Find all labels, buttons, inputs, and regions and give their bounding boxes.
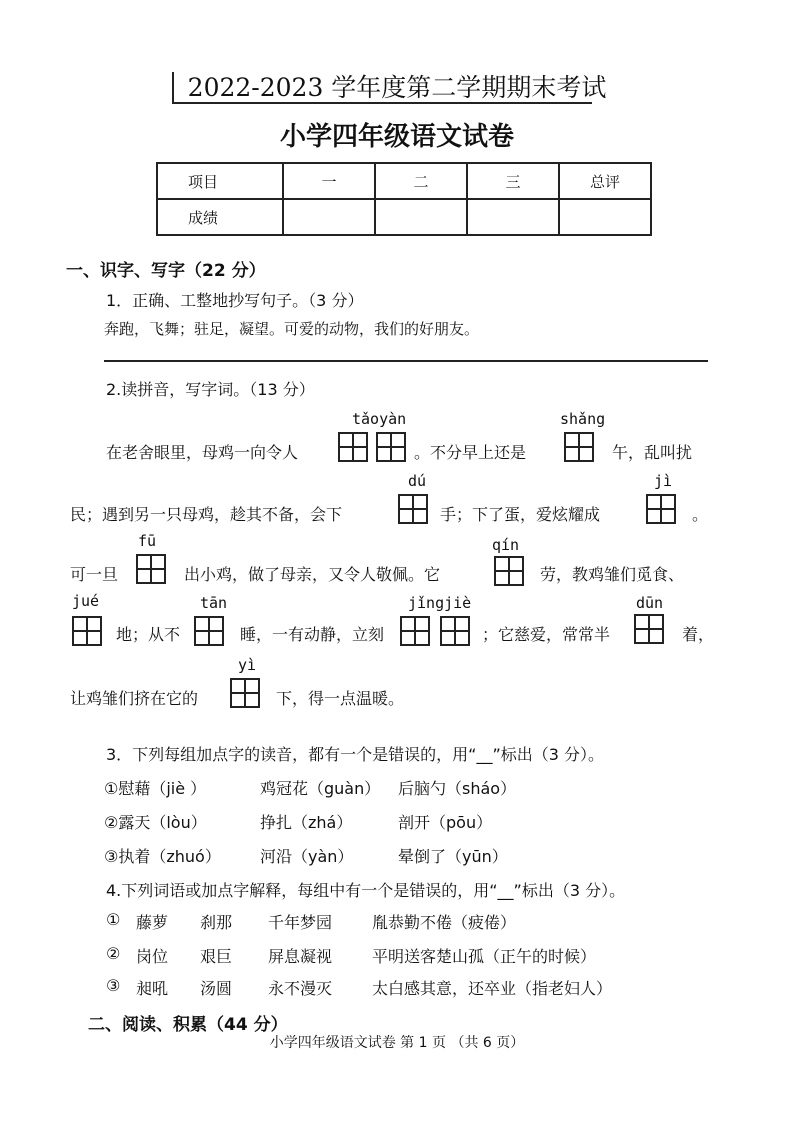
- q2-line2-text: 。: [692, 505, 709, 524]
- pinyin-label: tǎoyàn: [352, 410, 407, 428]
- writing-box[interactable]: [72, 616, 102, 646]
- writing-box[interactable]: [400, 616, 430, 646]
- pinyin-label: jì: [654, 472, 673, 490]
- score-cell: 成绩: [157, 199, 283, 235]
- q4-option[interactable]: 昶吼: [136, 979, 169, 998]
- writing-box[interactable]: [338, 432, 368, 462]
- q4-option[interactable]: 艰巨: [200, 947, 233, 966]
- writing-box[interactable]: [494, 556, 524, 586]
- q1-sentence: 奔跑，飞舞；驻足，凝望。可爱的动物，我们的好朋友。: [104, 320, 480, 338]
- score-input-cell[interactable]: [375, 199, 467, 235]
- q2-line1-text: 午，乱叫扰: [612, 443, 693, 462]
- q2-line2-text: 手；下了蛋，爱炫耀成: [440, 505, 601, 524]
- score-table-header-row: [157, 163, 651, 199]
- q4-option[interactable]: 汤圆: [200, 979, 233, 998]
- writing-box[interactable]: [376, 432, 406, 462]
- q2-line1-text: 。不分早上还是: [414, 443, 527, 462]
- score-cell: 二: [375, 163, 467, 199]
- q2-line3-text: 可一旦: [70, 565, 119, 584]
- writing-box[interactable]: [194, 616, 224, 646]
- q3-option[interactable]: 剖开（pōu）: [398, 813, 493, 832]
- pinyin-label: yì: [238, 656, 257, 674]
- q4-option[interactable]: 屏息凝视: [268, 947, 333, 966]
- pinyin-label: tān: [200, 594, 228, 612]
- writing-box[interactable]: [136, 554, 166, 584]
- writing-box[interactable]: [230, 678, 260, 708]
- q3-option[interactable]: ①慰藉（jiè ）: [104, 779, 207, 798]
- title-underline: [172, 102, 592, 104]
- score-table-value-row: [157, 199, 651, 235]
- q2-line4-text: 着，: [682, 625, 715, 644]
- writing-box[interactable]: [564, 432, 594, 462]
- exam-title: 2022-2023 学年度第二学期期末考试: [187, 73, 607, 102]
- score-input-cell[interactable]: [559, 199, 651, 235]
- q3-option[interactable]: ②露天（lòu）: [104, 813, 207, 832]
- q1-answer-line[interactable]: [104, 360, 708, 362]
- pinyin-label: dūn: [636, 594, 664, 612]
- score-table: [156, 162, 652, 236]
- q2-line5-text: 下，得一点温暖。: [276, 689, 405, 708]
- q2-line5-text: 让鸡雏们挤在它的: [70, 689, 199, 708]
- writing-box[interactable]: [398, 494, 428, 524]
- q4-option[interactable]: 胤恭勤不倦（疲倦）: [372, 913, 517, 932]
- q2-line4-text: 地；从不: [116, 625, 181, 644]
- score-cell: 项目: [157, 163, 283, 199]
- score-cell: 总评: [559, 163, 651, 199]
- q1-prompt: 1．正确、工整地抄写句子。（3 分）: [106, 291, 364, 310]
- q3-option[interactable]: 鸡冠花（guàn）: [260, 779, 381, 798]
- exam-subtitle: 小学四年级语文试卷: [279, 122, 514, 152]
- q3-option[interactable]: 挣扎（zhá）: [260, 813, 353, 832]
- q3-prompt: 3．下列每组加点字的读音，都有一个是错误的，用“__”标出（3 分）。: [106, 745, 605, 764]
- section1-heading: 一、识字、写字（22 分）: [66, 261, 266, 281]
- q2-line3-text: 出小鸡，做了母亲，又令人敬佩。它: [184, 565, 441, 584]
- q4-option[interactable]: 千年梦园: [268, 913, 333, 932]
- q2-prompt: 2.读拼音，写字词。（13 分）: [106, 380, 315, 399]
- q2-line2-text: 民；遇到另一只母鸡，趁其不备，会下: [70, 505, 343, 524]
- q4-row-number: ③: [106, 976, 121, 995]
- section2-heading: 二、阅读、积累（44 分）: [88, 1015, 288, 1035]
- q2-line4-text: ；它慈爱，常常半: [482, 625, 611, 644]
- pinyin-label: fū: [138, 532, 157, 550]
- q3-option[interactable]: 河沿（yàn）: [260, 847, 354, 866]
- q4-row-number: ①: [106, 910, 121, 929]
- q3-option[interactable]: 后脑勺（sháo）: [398, 779, 517, 798]
- q4-option[interactable]: 刹那: [200, 913, 233, 932]
- writing-box[interactable]: [634, 614, 664, 644]
- q4-option[interactable]: 平明送客楚山孤（正午的时候）: [372, 947, 597, 966]
- score-input-cell[interactable]: [283, 199, 375, 235]
- q2-line3-text: 劳，教鸡雏们觅食、: [540, 565, 685, 584]
- q4-option[interactable]: 永不漫灭: [268, 979, 333, 998]
- score-cell: 三: [467, 163, 559, 199]
- q4-option[interactable]: 岗位: [136, 947, 169, 966]
- score-cell: 一: [283, 163, 375, 199]
- pinyin-label: qín: [492, 536, 520, 554]
- q4-option[interactable]: 藤萝: [136, 913, 169, 932]
- pinyin-label: jué: [72, 592, 100, 610]
- pinyin-label: shǎng: [560, 410, 606, 428]
- q4-row-number: ②: [106, 944, 121, 963]
- q3-option[interactable]: ③执着（zhuó）: [104, 847, 221, 866]
- q4-prompt: 4.下列词语或加点字解释，每组中有一个是错误的，用“__”标出（3 分）。: [106, 881, 626, 900]
- pinyin-label: dú: [408, 472, 427, 490]
- score-input-cell[interactable]: [467, 199, 559, 235]
- writing-box[interactable]: [646, 494, 676, 524]
- q2-line4-text: 睡，一有动静，立刻: [240, 625, 385, 644]
- page-footer: 小学四年级语文试卷 第 1 页 （共 6 页）: [269, 1035, 525, 1051]
- pinyin-label: jǐngjiè: [408, 594, 472, 612]
- q4-option[interactable]: 太白感其意，还卒业（指老妇人）: [372, 979, 613, 998]
- q2-line1-text: 在老舍眼里，母鸡一向令人: [106, 443, 299, 462]
- q3-option[interactable]: 晕倒了（yūn）: [398, 847, 508, 866]
- writing-box[interactable]: [440, 616, 470, 646]
